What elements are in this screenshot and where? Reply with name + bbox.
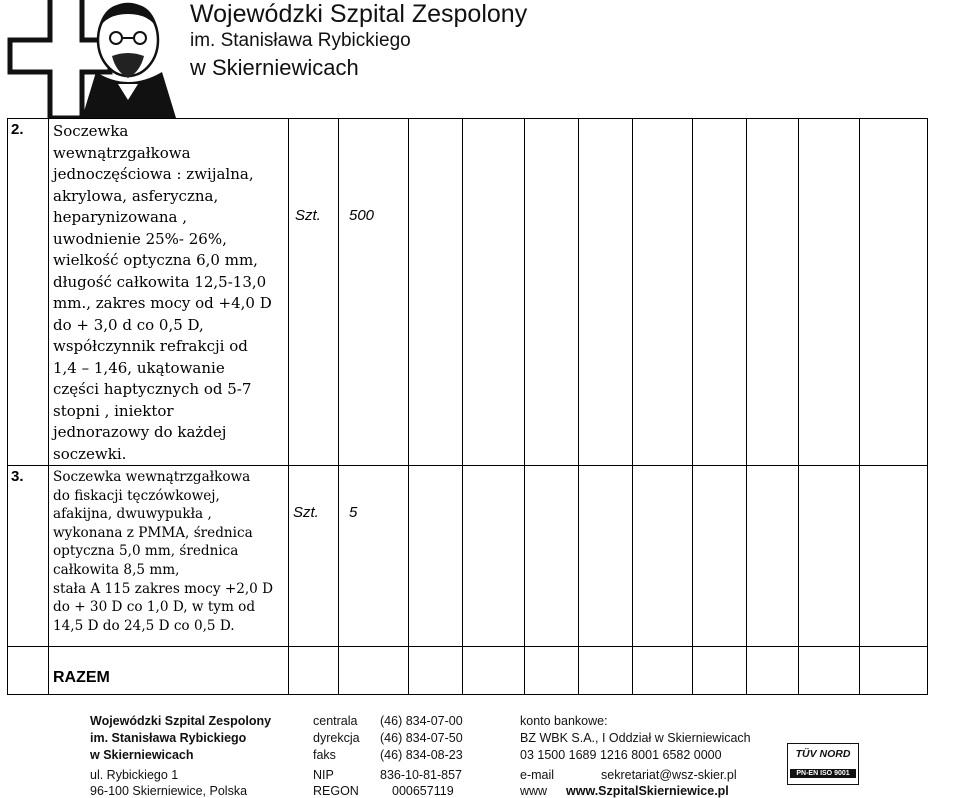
empty-cell bbox=[8, 647, 49, 695]
contact-label: faks bbox=[313, 748, 336, 762]
item-number: 2. bbox=[8, 119, 49, 466]
item-quantity: 5 bbox=[349, 504, 358, 521]
empty-cell bbox=[693, 466, 747, 647]
description-line: długość całkowita 12,5-13,0 bbox=[53, 272, 267, 291]
iso-standard: PN-EN ISO 9001 bbox=[790, 769, 856, 778]
description-line: stopni , iniektor bbox=[53, 401, 174, 420]
item-number: 3. bbox=[8, 466, 49, 647]
empty-cell bbox=[860, 119, 928, 466]
description-line: jednorazowy do każdej bbox=[53, 423, 227, 441]
item-description bbox=[49, 119, 289, 466]
unit-cell bbox=[289, 119, 339, 466]
empty-cell bbox=[289, 647, 339, 695]
contact-label: dyrekcja bbox=[313, 731, 360, 745]
empty-cell bbox=[693, 119, 747, 466]
quantity-cell bbox=[339, 466, 409, 647]
item-quantity: 500 bbox=[349, 207, 375, 224]
footer-postal: 96-100 Skierniewice, Polska bbox=[90, 784, 248, 798]
description-line: do + 3,0 d co 0,5 D, bbox=[53, 315, 204, 334]
description-line: akrylowa, asferyczna, bbox=[53, 186, 219, 205]
description-line: afakijna, dwuwypukła , bbox=[53, 506, 212, 523]
hospital-logo bbox=[0, 0, 185, 118]
description-line: części haptycznych od 5-7 bbox=[53, 380, 252, 398]
empty-cell bbox=[860, 466, 928, 647]
item-unit: Szt. bbox=[293, 504, 319, 521]
nip-value: 836-10-81-857 bbox=[380, 768, 463, 782]
table-row bbox=[8, 466, 928, 647]
contact-value: (46) 834-07-50 bbox=[380, 731, 463, 745]
empty-cell bbox=[747, 119, 799, 466]
empty-cell bbox=[579, 466, 633, 647]
description-line: jednoczęściowa : zwijalna, bbox=[53, 165, 254, 183]
empty-cell bbox=[799, 466, 860, 647]
empty-cell bbox=[693, 647, 747, 695]
empty-cell bbox=[409, 647, 463, 695]
description-line: Soczewka wewnątrzgałkowa bbox=[53, 469, 251, 485]
empty-cell bbox=[799, 119, 860, 466]
website-link[interactable]: www.SzpitalSkierniewice.pl bbox=[566, 784, 729, 798]
unit-cell bbox=[289, 466, 339, 647]
empty-cell bbox=[633, 119, 693, 466]
nip-label: NIP bbox=[313, 768, 334, 782]
contact-value: (46) 834-07-00 bbox=[380, 714, 463, 728]
description-line: wielkość optyczna 6,0 mm, bbox=[53, 251, 258, 269]
description-line: współczynnik refrakcji od bbox=[53, 337, 248, 355]
total-label: RAZEM bbox=[49, 647, 289, 695]
footer-hospital-name: Wojewódzki Szpital Zespolony bbox=[90, 714, 272, 728]
header-title: Wojewódzki Szpital Zespolony bbox=[190, 0, 528, 28]
tuv-nord-logo: TÜV NORD bbox=[795, 748, 851, 760]
cross-portrait-icon bbox=[0, 0, 185, 118]
description-line: 14,5 D do 24,5 D co 0,5 D. bbox=[53, 617, 235, 634]
empty-cell bbox=[525, 466, 579, 647]
description-line: heparynizowana , bbox=[53, 208, 188, 226]
quantity-cell bbox=[339, 119, 409, 466]
footer-hospital-city: w Skierniewicach bbox=[90, 748, 194, 762]
footer-hospital-patron: im. Stanisława Rybickiego bbox=[90, 731, 247, 745]
empty-cell bbox=[525, 119, 579, 466]
description-line: soczewki. bbox=[53, 444, 127, 463]
bank-name: BZ WBK S.A., I Oddział w Skierniewicach bbox=[520, 731, 751, 745]
empty-cell bbox=[747, 466, 799, 647]
footer-street: ul. Rybickiego 1 bbox=[90, 768, 179, 782]
description-line: optyczna 5,0 mm, średnica bbox=[53, 543, 239, 560]
empty-cell bbox=[463, 466, 525, 647]
header-subtitle: im. Stanisława Rybickiego bbox=[190, 30, 411, 51]
header-city: w Skierniewicach bbox=[190, 55, 359, 80]
description-line: wewnątrzgałkowa bbox=[53, 143, 191, 162]
empty-cell bbox=[339, 647, 409, 695]
certification-badge bbox=[787, 743, 859, 785]
description-line: stała A 115 zakres mocy +2,0 D bbox=[53, 580, 274, 597]
empty-cell bbox=[409, 119, 463, 466]
item-description bbox=[49, 466, 289, 647]
email-label: e-mail bbox=[520, 768, 555, 782]
bank-account: 03 1500 1689 1216 8001 6582 0000 bbox=[520, 748, 722, 762]
empty-cell bbox=[579, 119, 633, 466]
email-link[interactable]: sekretariat@wsz-skier.pl bbox=[601, 768, 737, 782]
table-row bbox=[8, 119, 928, 466]
description-line: wykonana z PMMA, średnica bbox=[53, 524, 253, 541]
empty-cell bbox=[633, 647, 693, 695]
empty-cell bbox=[799, 647, 860, 695]
empty-cell bbox=[579, 647, 633, 695]
description-line: Soczewka bbox=[53, 122, 129, 140]
description-line: do fiskacji tęczówkowej, bbox=[53, 487, 220, 504]
contact-value: (46) 834-08-23 bbox=[380, 748, 463, 762]
regon-label: REGON bbox=[313, 784, 359, 798]
empty-cell bbox=[747, 647, 799, 695]
description-line: mm., zakres mocy od +4,0 D bbox=[53, 294, 272, 312]
total-row bbox=[8, 647, 928, 695]
description-line: uwodnienie 25%- 26%, bbox=[53, 229, 227, 248]
description-line: 1,4 – 1,46, ukątowanie bbox=[53, 358, 225, 377]
www-label: www bbox=[520, 784, 548, 798]
empty-cell bbox=[463, 119, 525, 466]
empty-cell bbox=[463, 647, 525, 695]
description-line: do + 30 D co 1,0 D, w tym od bbox=[53, 599, 256, 616]
regon-value: 000657119 bbox=[392, 784, 454, 798]
empty-cell bbox=[409, 466, 463, 647]
description-line: całkowita 8,5 mm, bbox=[53, 561, 180, 578]
empty-cell bbox=[525, 647, 579, 695]
empty-cell bbox=[860, 647, 928, 695]
items-table bbox=[7, 118, 928, 695]
item-unit: Szt. bbox=[295, 207, 321, 224]
contact-label: centrala bbox=[313, 714, 358, 728]
empty-cell bbox=[633, 466, 693, 647]
bank-label: konto bankowe: bbox=[520, 714, 608, 728]
